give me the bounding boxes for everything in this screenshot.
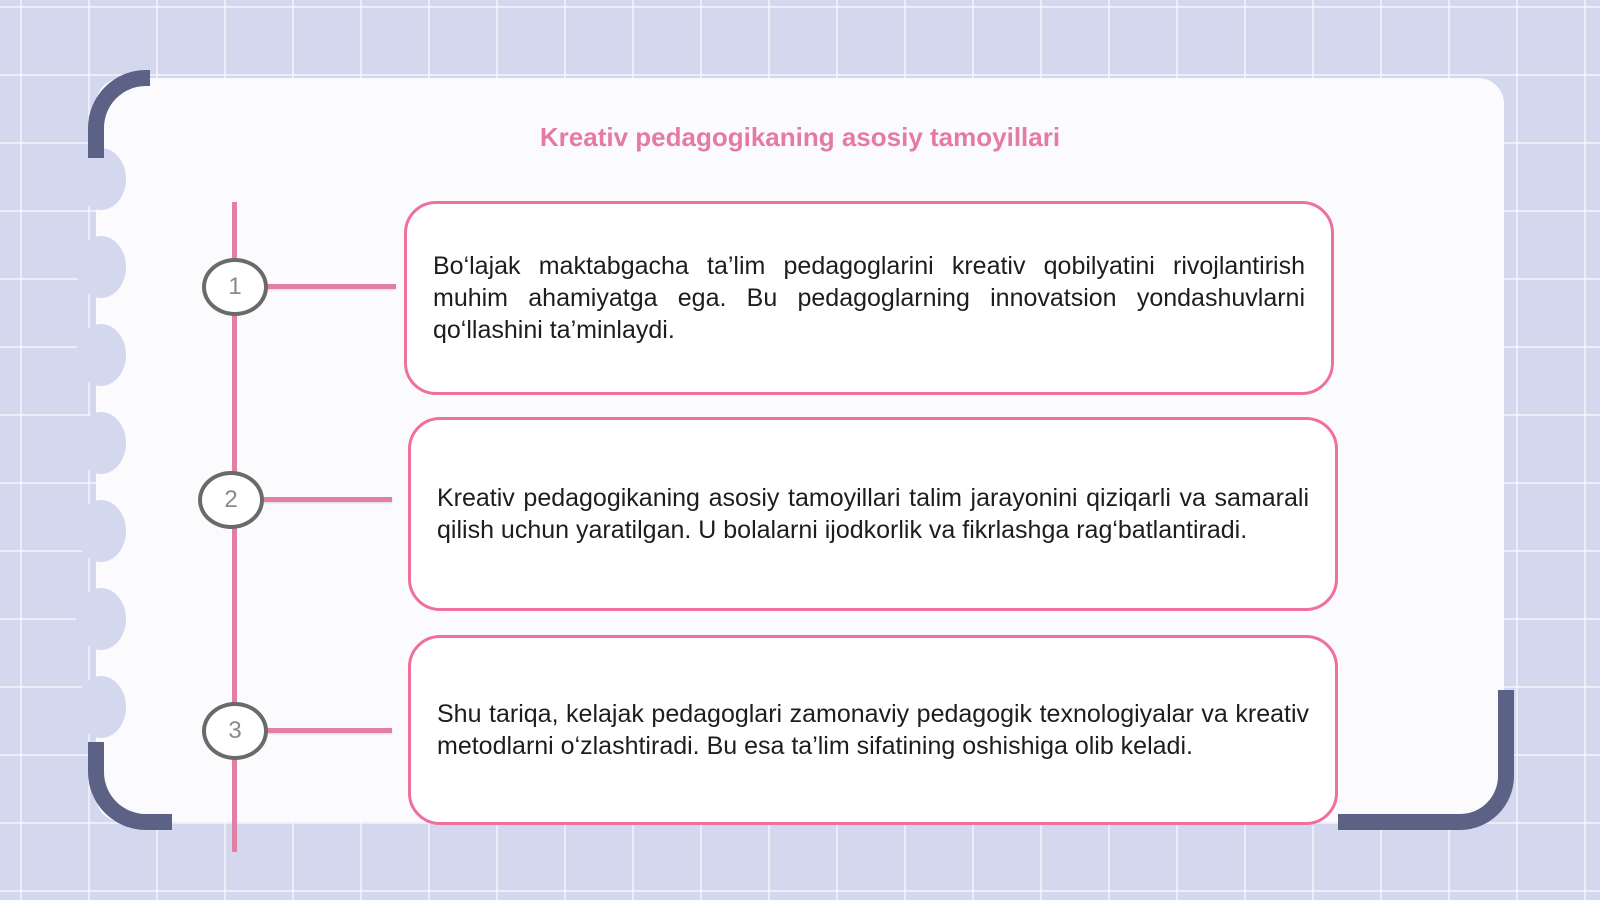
principle-text-2: Kreativ pedagogikaning asosiy tamoyillari talim jarayonini qiziqarli va samarali qilish uchun yaratilgan. U bolalarni ijodkorlik va fikrlashga rag‘batlantiradi.	[437, 484, 1309, 544]
principle-card-2	[408, 417, 1338, 611]
corner-bracket-bottom-right	[1338, 690, 1514, 830]
binder-hole	[76, 500, 126, 562]
principle-text-3: Shu tariqa, kelajak pedagoglari zamonaviy pedagogik texnologiyalar va kreativ metodlarni o‘zlashtiradi. Bu esa ta’lim sifatining oshishiga olib keladi.	[437, 700, 1309, 760]
binder-hole	[76, 236, 126, 298]
corner-bracket-bottom-left	[88, 742, 172, 830]
timeline-connector	[262, 497, 392, 502]
step-number-3: 3	[202, 702, 268, 760]
timeline-connector	[266, 284, 396, 289]
step-number-1: 1	[202, 258, 268, 316]
step-number-2: 2	[198, 471, 264, 529]
binder-hole	[76, 324, 126, 386]
timeline-connector	[266, 728, 392, 733]
principle-card-3	[408, 635, 1338, 825]
principle-text-1: Bo‘lajak maktabgacha ta’lim pedagoglarini kreativ qobilyatini rivojlantirish muhim ahamiyatga ega. Bu pedagoglarning innovatsion yondashuvlarni qo‘llashini ta’minlaydi.	[433, 252, 1305, 344]
binder-hole	[76, 588, 126, 650]
corner-bracket-top-left	[88, 70, 150, 158]
binder-hole	[76, 676, 126, 738]
binder-hole	[76, 412, 126, 474]
slide-title: Kreativ pedagogikaning asosiy tamoyillari	[539, 122, 1061, 152]
principle-card-1	[404, 201, 1334, 395]
